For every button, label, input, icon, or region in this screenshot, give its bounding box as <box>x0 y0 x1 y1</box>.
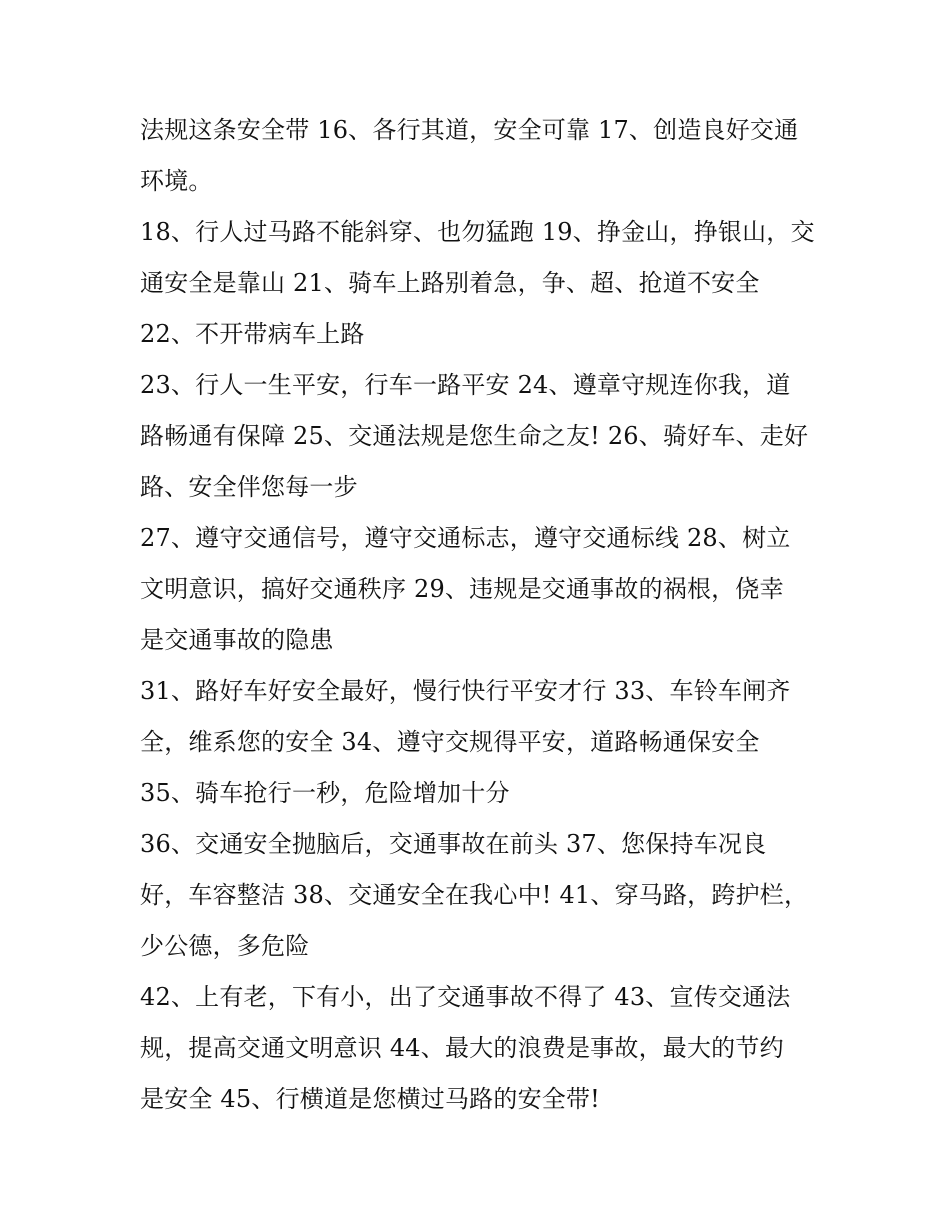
text-line: 好，车容整洁 38、交通安全在我心中! 41、穿马路，跨护栏， <box>140 881 809 909</box>
text-line: 规，提高交通文明意识 44、最大的浪费是事故，最大的节约 <box>140 1034 784 1062</box>
document-body <box>140 105 830 1125</box>
text-line: 18、行人过马路不能斜穿、也勿猛跑 19、挣金山，挣银山，交 <box>140 218 815 246</box>
text-line: 22、不开带病车上路 <box>140 320 365 348</box>
text-line: 35、骑车抢行一秒，危险增加十分 <box>140 779 510 807</box>
text-line: 少公德，多危险 <box>140 932 310 960</box>
text-line: 路畅通有保障 25、交通法规是您生命之友! 26、骑好车、走好 <box>140 422 809 450</box>
text-line: 是安全 45、行横道是您横过马路的安全带! <box>140 1085 601 1113</box>
text-line: 法规这条安全带 16、各行其道，安全可靠 17、创造良好交通 <box>140 116 799 144</box>
text-line: 路、安全伴您每一步 <box>140 473 358 501</box>
text-line: 文明意识，搞好交通秩序 29、违规是交通事故的祸根，侥幸 <box>140 575 784 603</box>
text-line: 全，维系您的安全 34、遵守交规得平安，道路畅通保安全 <box>140 728 760 756</box>
text-line: 环境。 <box>140 167 213 195</box>
text-line: 31、路好车好安全最好，慢行快行平安才行 33、车铃车闸齐 <box>140 677 791 705</box>
text-line: 是交通事故的隐患 <box>140 626 334 654</box>
text-line: 27、遵守交通信号，遵守交通标志，遵守交通标线 28、树立 <box>140 524 791 552</box>
text-line: 23、行人一生平安，行车一路平安 24、遵章守规连你我，道 <box>140 371 791 399</box>
text-line: 通安全是靠山 21、骑车上路别着急，争、超、抢道不安全 <box>140 269 760 297</box>
text-line: 42、上有老，下有小，出了交通事故不得了 43、宣传交通法 <box>140 983 791 1011</box>
text-line: 36、交通安全抛脑后，交通事故在前头 37、您保持车况良 <box>140 830 767 858</box>
